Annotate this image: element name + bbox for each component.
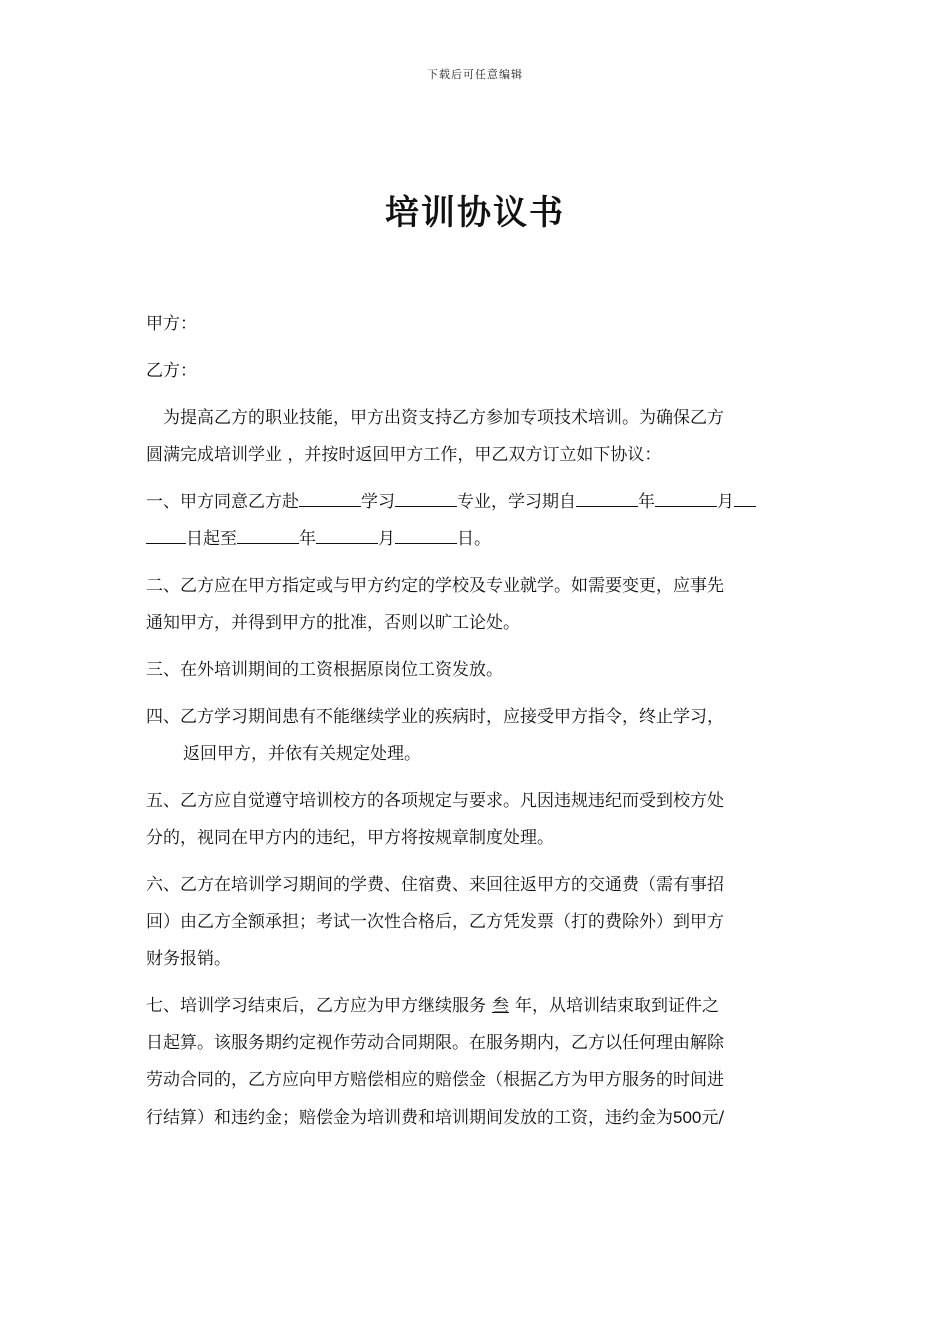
blank-field-major[interactable] [395, 484, 457, 507]
blank-field-start-year[interactable] [576, 484, 638, 507]
intro-line: 圆满完成培训学业 ，并按时返回甲方工作，甲乙双方订立如下协议： [146, 445, 662, 465]
clause-line: 返回甲方，并依有关规定处理。 [183, 744, 421, 764]
party-b-line [146, 353, 808, 390]
service-years-value: 叁 [492, 996, 509, 1016]
blank-field-start-month[interactable] [655, 484, 717, 507]
clause-1 [146, 484, 808, 558]
blank-field-end-year[interactable] [237, 521, 299, 544]
clause-text: 月 [717, 492, 734, 512]
clause-text: 日起至 [186, 529, 237, 549]
clause-line: 通知甲方，并得到甲方的批准，否则以旷工论处。 [146, 613, 520, 633]
clause-7 [146, 988, 808, 1137]
party-a-line [146, 306, 808, 343]
clause-text: 学习 [361, 492, 395, 512]
intro-paragraph [146, 400, 808, 474]
party-a-label: 甲方： [146, 314, 197, 334]
clause-line [146, 988, 808, 1025]
clause-4 [146, 699, 808, 773]
clause-line: 三、在外培训期间的工资根据原岗位工资发放。 [146, 660, 503, 680]
clause-5 [146, 783, 808, 857]
clause-line: 分的，视同在甲方内的违纪，甲方将按规章制度处理。 [146, 828, 554, 848]
clause-text: 年 [638, 492, 655, 512]
clause-text: 日。 [457, 529, 491, 549]
clause-3 [146, 652, 808, 689]
clause-line: 四、乙方学习期间患有不能继续学业的疾病时，应接受甲方指令，终止学习， [146, 707, 724, 727]
clause-line: 六、乙方在培训学习期间的学费、住宿费、来回往返甲方的交通费（需有事招 [146, 875, 724, 895]
clause-1-line [146, 521, 808, 558]
blank-field-end-day[interactable] [395, 521, 457, 544]
document-body [146, 306, 808, 1147]
clause-line: 财务报销。 [146, 949, 231, 969]
blank-field-school[interactable] [299, 484, 361, 507]
clause-line: 回）由乙方全额承担；考试一次性合格后，乙方凭发票（打的费除外）到甲方 [146, 912, 724, 932]
header-note: 下载后可任意编辑 [427, 68, 523, 81]
party-b-label: 乙方： [146, 361, 197, 381]
clause-line: 五、乙方应自觉遵守培训校方的各项规定与要求。凡因违规违纪而受到校方处 [146, 791, 724, 811]
clause-text: 年 [299, 529, 316, 549]
blank-field-start-day[interactable] [734, 484, 756, 507]
clause-text: 专业，学习期自 [457, 492, 576, 512]
clause-text: 元/ [701, 1108, 725, 1128]
clause-2 [146, 568, 808, 642]
blank-field-end-month[interactable] [316, 521, 378, 544]
clause-text: 行结算）和违约金；赔偿金为培训费和培训期间发放的工资，违约金为 [146, 1108, 673, 1128]
blank-field-start-day-cont[interactable] [146, 521, 186, 544]
clause-1-line [146, 484, 808, 521]
document-title: 培训协议书 [385, 193, 565, 233]
clause-line: 日起算。该服务期约定视作劳动合同期限。在服务期内，乙方以任何理由解除 [146, 1033, 724, 1053]
clause-text: 年，从培训结束取到证件之 [515, 996, 719, 1016]
clause-text: 七、培训学习结束后，乙方应为甲方继续服务 [146, 996, 486, 1016]
penalty-amount: 500 [673, 1108, 702, 1127]
clause-text: 月 [378, 529, 395, 549]
clause-6 [146, 867, 808, 978]
clause-text: 一、甲方同意乙方赴 [146, 492, 299, 512]
clause-line: 二、乙方应在甲方指定或与甲方约定的学校及专业就学。如需要变更，应事先 [146, 576, 724, 596]
intro-line: 为提高乙方的职业技能，甲方出资支持乙方参加专项技术培训。为确保乙方 [163, 408, 724, 428]
clause-line [146, 1099, 808, 1137]
clause-line: 劳动合同的，乙方应向甲方赔偿相应的赔偿金（根据乙方为甲方服务的时间进 [146, 1070, 724, 1090]
